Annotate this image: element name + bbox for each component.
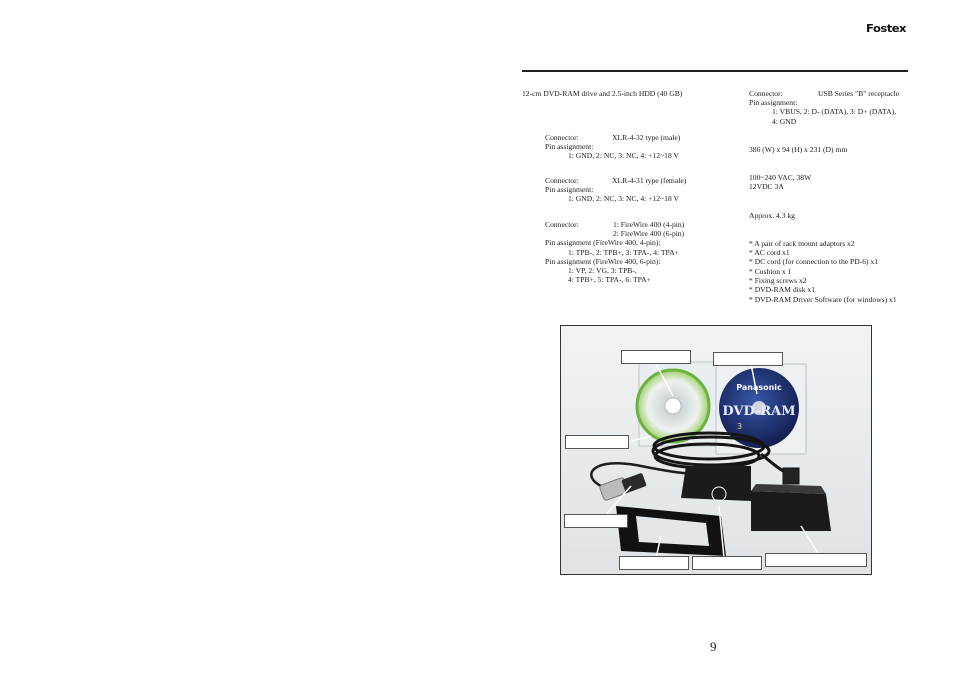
dimensions: 386 (W) x 94 (H) x 231 (D) mm (749, 145, 848, 154)
usb-pins-line2: 4: GND (772, 117, 797, 126)
usb-connector-value: USB Series "B" receptacle (818, 89, 900, 98)
port2-pin-label: Pin assignment: (545, 185, 594, 194)
disk-brand-label: Panasonic (736, 383, 782, 392)
media-spec: 12-cm DVD-RAM drive and 2.5-inch HDD (40 GB) (522, 89, 683, 98)
disk-note-label: 3 (737, 422, 743, 431)
firewire-connector-label: Connector: (545, 220, 579, 229)
page-number: 9 (710, 639, 717, 654)
firewire-pin6-line1: 1: VP, 2: VG, 3: TPB-, (568, 266, 637, 275)
accessory-item: * AC cord x1 (749, 248, 790, 257)
accessory-item: * DVD-RAM Driver Software (for windows) x1 (749, 295, 897, 304)
port1-pins: 1: GND, 2: NC, 3: NC, 4: +12~18 V (568, 151, 679, 160)
port1-pin-label: Pin assignment: (545, 142, 594, 151)
callout-rack-adaptors (765, 553, 867, 567)
rack-adaptor-right (751, 484, 831, 531)
callout-dc-cord (564, 514, 628, 528)
disk-title-label: DVD-RAM (722, 404, 796, 419)
firewire-connector-value-1: 1: FireWire 400 (4-pin) (613, 220, 685, 229)
callout-ac-cord (565, 435, 629, 449)
accessory-item: * A pair of rack mount adaptors x2 (749, 239, 855, 248)
usb-connector-label: Connector: (749, 89, 783, 98)
usb-pin-label: Pin assignment: (749, 98, 798, 107)
port1-connector-value: XLR-4-32 type (male) (612, 133, 681, 142)
callout-cushion (619, 556, 689, 570)
brand-logo: Fostex (866, 22, 906, 35)
callout-software-cd (621, 350, 691, 364)
accessory-item: * Fixing screws x2 (749, 276, 807, 285)
accessory-item: * DC cord (for connection to the PD-6) x1 (749, 257, 879, 266)
firewire-pin6-line2: 4: TPB+, 5: TPA-, 6: TPA+ (568, 275, 651, 284)
callout-dvd-ram (713, 352, 783, 366)
port2-connector-label: Connector: (545, 176, 579, 185)
port2-connector-value: XLR-4-31 type (female) (612, 176, 687, 185)
rack-adaptor-left (681, 466, 751, 501)
header-rule (522, 70, 908, 72)
power-ac: 100~240 VAC, 38W (749, 173, 812, 182)
accessory-item: * DVD-RAM disk x1 (749, 285, 816, 294)
usb-pins-line1: 1: VBUS, 2: D- (DATA), 3: D+ (DATA), (772, 107, 896, 116)
firewire-connector-value-2: 2: FireWire 400 (6-pin) (613, 229, 685, 238)
firewire-pin4: 1: TPB-, 2: TPB+, 3: TPA-, 4: TPA+ (568, 248, 679, 257)
port2-pins: 1: GND, 2: NC, 3: NC, 4: +12~18 V (568, 194, 679, 203)
accessories-photo (560, 325, 872, 575)
accessory-item: * Cushion x 1 (749, 267, 792, 276)
power-dc: 12VDC 3A (749, 182, 784, 191)
weight: Approx. 4.3 kg (749, 211, 795, 220)
callout-fixing-screws (692, 556, 762, 570)
firewire-pin4-label: Pin assignment (FireWire 400, 4-pin): (545, 238, 661, 247)
port1-connector-label: Connector: (545, 133, 579, 142)
firewire-pin6-label: Pin assignment (FireWire 400, 6-pin): (545, 257, 661, 266)
